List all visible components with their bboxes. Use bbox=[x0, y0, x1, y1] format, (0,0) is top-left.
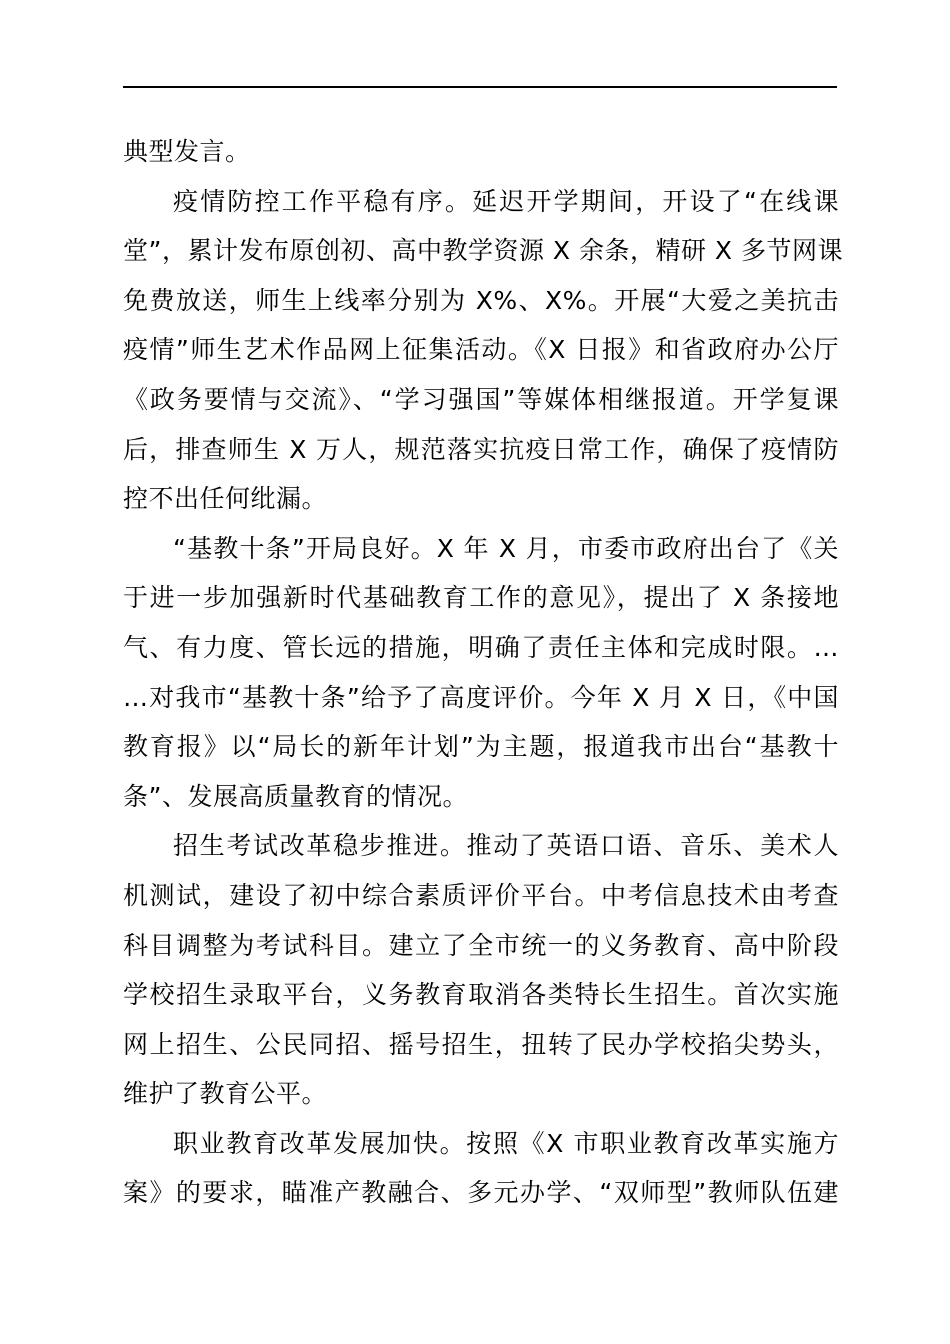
paragraph-start-line: 招生考试改革稳步推进。推动了英语口语、音乐、美术人 bbox=[173, 831, 839, 861]
text-line: 气、有力度、管长远的措施，明确了责任主体和完成时限。… bbox=[123, 632, 839, 662]
text-line: 控不出任何纰漏。 bbox=[123, 484, 328, 514]
body-text bbox=[123, 127, 843, 1218]
text-line: 后，排查师生 X 万人，规范落实抗疫日常工作，确保了疫情防 bbox=[123, 434, 839, 464]
paragraph-start-line: 职业教育改革发展加快。按照《X 市职业教育改革实施方 bbox=[173, 1128, 839, 1158]
header-rule bbox=[123, 86, 837, 88]
paragraph-start-line: 疫情防控工作平稳有序。延迟开学期间，开设了“在线课 bbox=[173, 186, 839, 216]
text-line: 条”、发展高质量教育的情况。 bbox=[123, 781, 468, 811]
text-line: 《政务要情与交流》、“学习强国”等媒体相继报道。开学复课 bbox=[123, 384, 839, 414]
text-line: 疫情”师生艺术作品网上征集活动。《X 日报》和省政府办公厅 bbox=[123, 335, 839, 365]
text-line: 维护了教育公平。 bbox=[123, 1079, 328, 1109]
text-line: …对我市“基教十条”给予了高度评价。今年 X 月 X 日，《中国 bbox=[123, 682, 839, 712]
text-line: 网上招生、公民同招、摇号招生，扭转了民办学校掐尖势头， bbox=[123, 1029, 839, 1059]
text-line: 科目调整为考试科目。建立了全市统一的义务教育、高中阶段 bbox=[123, 930, 839, 960]
text-line: 案》的要求，瞄准产教融合、多元办学、“双师型”教师队伍建 bbox=[123, 1178, 839, 1208]
text-line: 免费放送，师生上线率分别为 X%、X%。开展“大爱之美抗击 bbox=[123, 285, 839, 315]
text-line: 机测试，建设了初中综合素质评价平台。中考信息技术由考查 bbox=[123, 880, 839, 910]
text-line: 学校招生录取平台，义务教育取消各类特长生招生。首次实施 bbox=[123, 980, 839, 1010]
text-line: 典型发言。 bbox=[123, 137, 251, 166]
text-line: 教育报》以“局长的新年计划”为主题，报道我市出台“基教十 bbox=[123, 732, 839, 762]
paragraph-start-line: “基教十条”开局良好。X 年 X 月，市委市政府出台了《关 bbox=[173, 533, 839, 563]
text-line: 于进一步加强新时代基础教育工作的意见》，提出了 X 条接地 bbox=[123, 583, 839, 613]
text-line: 堂”，累计发布原创初、高中教学资源 X 余条，精研 X 多节网课 bbox=[123, 236, 843, 266]
